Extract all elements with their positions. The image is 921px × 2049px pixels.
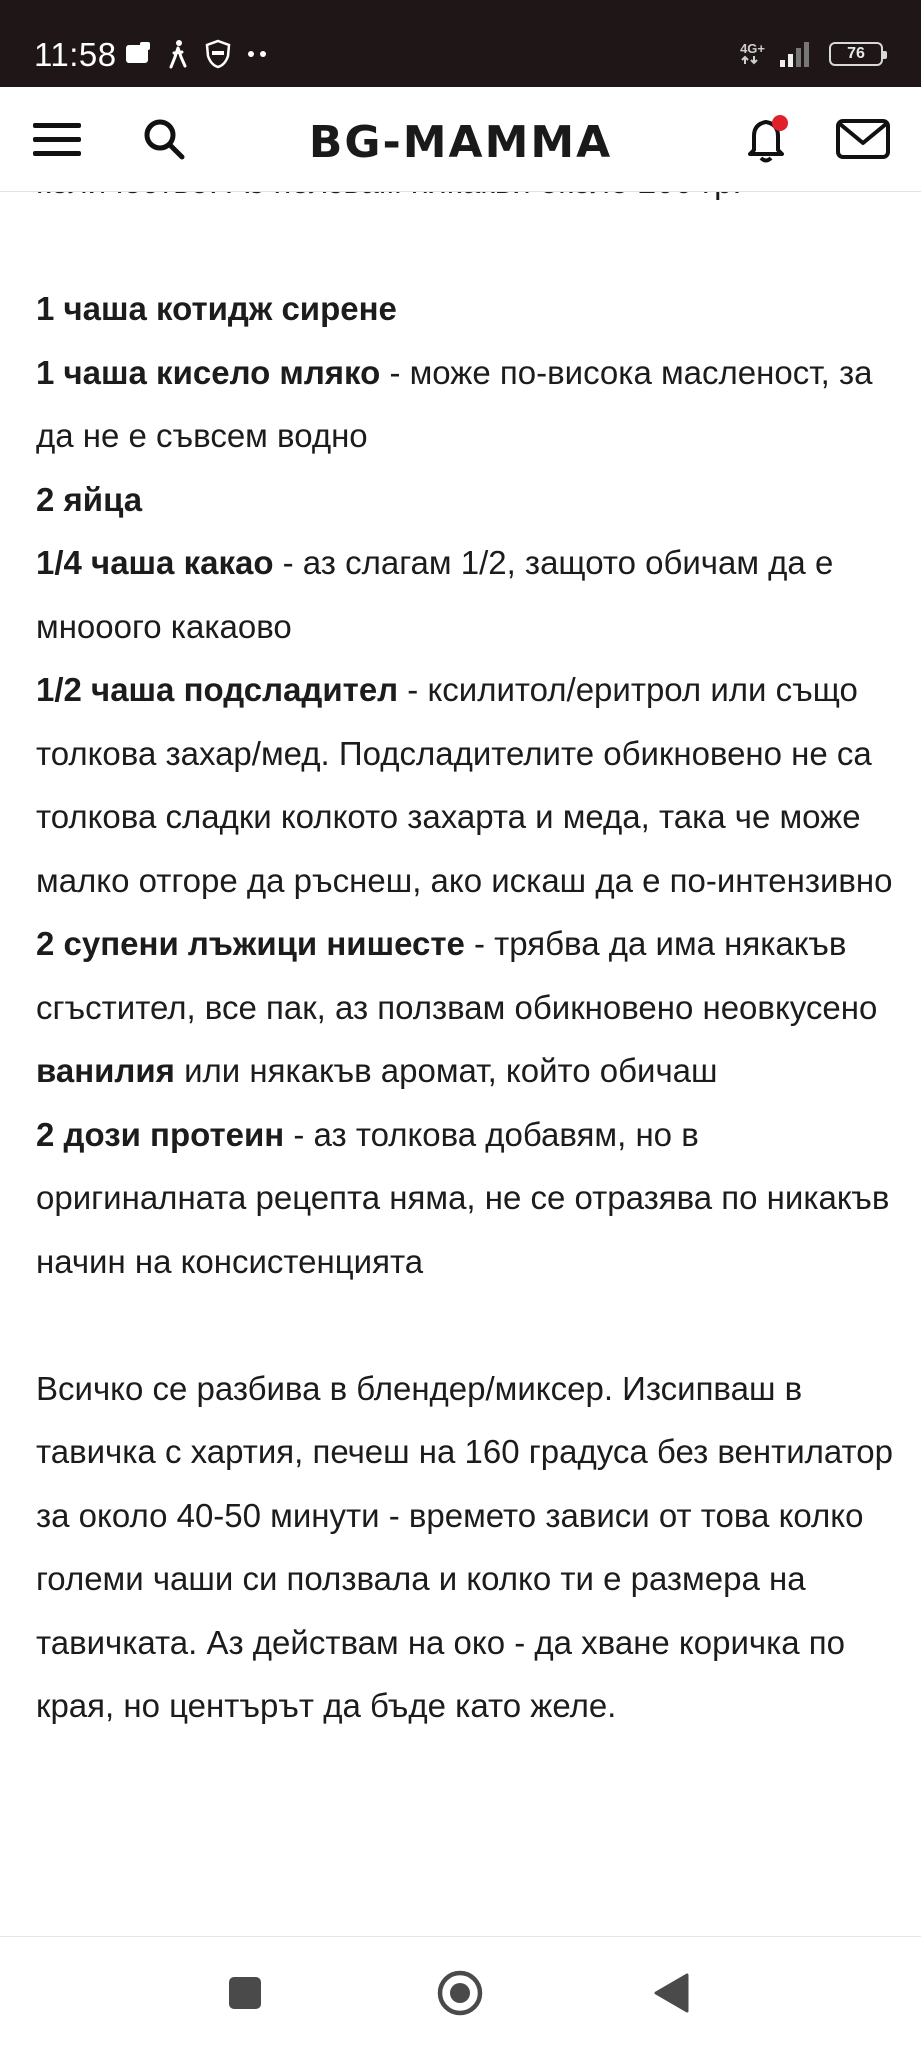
signal-icon: [779, 40, 815, 68]
ingredient-name: 2 супени лъжици нишесте: [36, 925, 465, 962]
recents-button[interactable]: [205, 1937, 285, 2049]
battery-icon: [829, 42, 883, 66]
home-circle-icon: [436, 1969, 484, 2017]
ingredient-note: или някакъв аромат, който обичаш: [174, 1052, 718, 1089]
messages-button[interactable]: [834, 87, 892, 191]
ingredient-line: [36, 1103, 896, 1294]
ingredient-note: - трябва да има някакъв сгъстител, все пак, аз ползвам обикновено неовкусено: [36, 925, 878, 1026]
photo-notification-icon: [124, 40, 152, 68]
method-paragraph: Всичко се разбива в блендер/миксер. Изсипваш в тавичка с хартия, печеш на 160 градуса без вентилатор за около 40-50 минути - времето зависи от това колко големи чаши си ползвала и колко ти е размера на тавичката. Аз действам на око - да хване коричка по края, но центърът да бъде като желе.: [36, 1369, 893, 1724]
walking-person-icon: [166, 39, 190, 69]
ingredient-line: [36, 912, 896, 1039]
ingredient-note: - аз слагам 1/2, защото обичам да е мнооого какаово: [36, 544, 834, 645]
ingredient-line: [36, 1039, 896, 1103]
ingredient-note: - аз толкова добавям, но в оригиналната рецепта няма, не се отразява по никакъв начин на консистенцията: [36, 1115, 890, 1280]
notifications-button[interactable]: [740, 87, 796, 191]
system-navigation-bar: [0, 1936, 921, 2049]
recents-square-icon: [228, 1976, 262, 2010]
ingredient-line: [36, 468, 896, 532]
back-button[interactable]: [632, 1937, 712, 2049]
ingredient-line: [36, 658, 896, 912]
ingredient-line: [36, 277, 896, 341]
ingredient-name: 1/2 чаша подсладител: [36, 671, 399, 708]
site-logo[interactable]: BG-MAMMA: [308, 117, 613, 168]
clock: 11:58: [34, 36, 117, 73]
notification-icons: [124, 38, 270, 70]
ingredient-name: 1 чаша кисело мляко: [36, 353, 381, 391]
blank-line: [36, 214, 896, 278]
ingredient-name: ванилия: [36, 1052, 175, 1089]
ingredient-note: - може по-висока масленост, за да не е съвсем водно: [36, 353, 873, 454]
ingredient-note: - ксилитол/еритрол или също толкова захар/мед. Подсладителите обикновено не са толкова сладки колкото захарта и меда, така че може малко отгоре да ръснеш, ако искаш да е по-интензивно: [36, 671, 893, 899]
post-content: [36, 150, 896, 1738]
ingredient-line: [36, 531, 896, 658]
vpn-shield-icon: [204, 39, 232, 69]
data-arrows-icon: [740, 55, 760, 65]
ingredient-name: 1 чаша котидж сирене: [36, 290, 397, 327]
blank-line: [36, 1293, 896, 1357]
back-triangle-icon: [653, 1973, 691, 2013]
bell-icon: [744, 114, 792, 164]
ingredient-line: [36, 341, 896, 468]
network-type-label: 4G+: [740, 41, 765, 56]
ingredient-name: 2 дози протеин: [36, 1115, 285, 1153]
battery-level: 76: [847, 45, 865, 62]
system-icons: [740, 38, 883, 70]
ingredient-name: 2 яйца: [36, 480, 143, 518]
home-button[interactable]: [420, 1937, 500, 2049]
mail-icon: [836, 119, 890, 159]
more-notifications-icon: [246, 49, 270, 59]
ingredient-name: 1/4 чаша какао: [36, 544, 274, 581]
status-bar: [0, 0, 921, 87]
app-header: [0, 87, 921, 192]
